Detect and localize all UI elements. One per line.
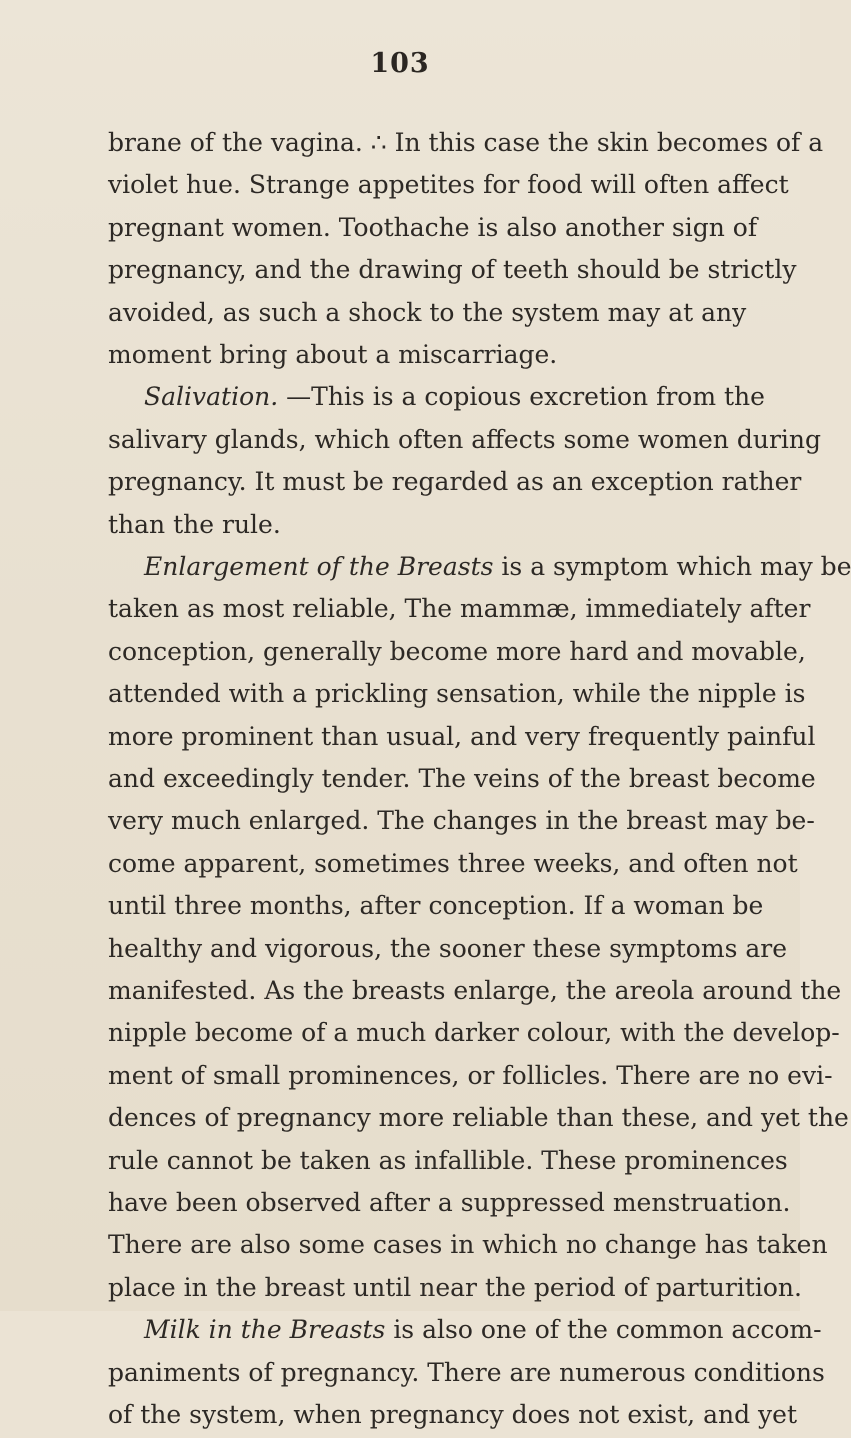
line-text: conception, generally become more hard and movable, <box>108 636 806 666</box>
section-heading: Milk in the Breasts <box>144 1315 386 1345</box>
text-line <box>108 714 816 760</box>
text-line <box>108 1095 849 1141</box>
text-line <box>108 883 764 929</box>
line-text: come apparent, sometimes three weeks, and often not <box>108 848 798 878</box>
text-line <box>108 926 787 972</box>
line-text: nipple become of a much darker colour, with the develop- <box>108 1018 840 1048</box>
text-line <box>144 374 765 420</box>
line-text: healthy and vigorous, the sooner these symptoms are <box>108 933 787 963</box>
line-text: dences of pregnancy more reliable than these, and yet the <box>108 1103 849 1133</box>
line-text: pregnant women. Toothache is also another sign of <box>108 212 758 242</box>
line-text: more prominent than usual, and very frequently painful <box>108 721 816 751</box>
text-line <box>108 841 798 887</box>
line-text: very much enlarged. The changes in the breast may be- <box>108 806 815 836</box>
line-text: violet hue. Strange appetites for food will often affect <box>108 170 789 200</box>
text-line <box>108 1222 828 1268</box>
text-line <box>108 586 811 632</box>
line-text: manifested. As the breasts enlarge, the areola around the <box>108 976 842 1005</box>
text-line <box>108 290 747 336</box>
text-line <box>108 120 824 166</box>
line-text: avoided, as such a shock to the system may at any <box>108 297 747 327</box>
text-line <box>108 459 802 505</box>
text-line <box>108 968 842 1014</box>
text-line <box>108 502 738 548</box>
text-line <box>108 332 738 378</box>
text-line <box>108 756 816 802</box>
line-text: salivary glands, which often affects some women during <box>108 424 822 454</box>
text-line <box>108 1350 825 1396</box>
line-text: —This is a copious excretion from the <box>286 382 765 412</box>
line-text: is a symptom which may be <box>501 552 851 581</box>
line-text: have been observed after a suppressed menstruation. <box>108 1188 791 1217</box>
text-line <box>108 162 789 208</box>
section-heading: Enlargement of the Breasts <box>144 552 494 581</box>
text-line <box>108 247 797 293</box>
text-line <box>144 1307 822 1353</box>
line-text: attended with a prickling sensation, while the nipple is <box>108 679 806 709</box>
line-text: than the rule. <box>108 509 281 539</box>
line-text: until three months, after conception. If a woman be <box>108 891 764 921</box>
line-text: rule cannot be taken as infallible. These prominences <box>108 1145 788 1175</box>
text-line <box>108 671 806 717</box>
line-text: and exceedingly tender. The veins of the breast become <box>108 764 816 793</box>
text-line <box>108 1180 791 1226</box>
line-text: There are also some cases in which no change has taken <box>108 1230 828 1260</box>
line-text: of the system, when pregnancy does not exist, and yet <box>108 1400 797 1429</box>
line-text: is also one of the common accom- <box>393 1315 822 1345</box>
line-text: pregnancy. It must be regarded as an exception rather <box>108 467 802 497</box>
line-text: place in the breast until near the period of parturition. <box>108 1272 802 1302</box>
text-line <box>144 544 851 590</box>
line-text: brane of the vagina. ∴ In this case the skin becomes of a <box>108 128 824 157</box>
text-line <box>108 1138 788 1184</box>
line-text: pregnancy, and the drawing of teeth should be strictly <box>108 255 797 285</box>
line-text: taken as most reliable, The mammæ, immediately after <box>108 594 811 624</box>
text-line <box>108 1265 802 1311</box>
line-text: paniments of pregnancy. There are numerous conditions <box>108 1357 825 1387</box>
text-line <box>108 1053 833 1099</box>
page-number: 103 <box>370 48 430 79</box>
text-line <box>108 629 806 675</box>
line-text: ment of small prominences, or follicles. There are no evi- <box>108 1060 833 1090</box>
line-text: moment bring about a miscarriage. <box>108 340 558 369</box>
text-line <box>108 417 822 463</box>
section-heading: Salivation. <box>144 382 279 412</box>
text-line <box>108 798 815 844</box>
text-line <box>108 205 758 251</box>
text-line <box>108 1010 840 1056</box>
text-line <box>108 1392 797 1438</box>
